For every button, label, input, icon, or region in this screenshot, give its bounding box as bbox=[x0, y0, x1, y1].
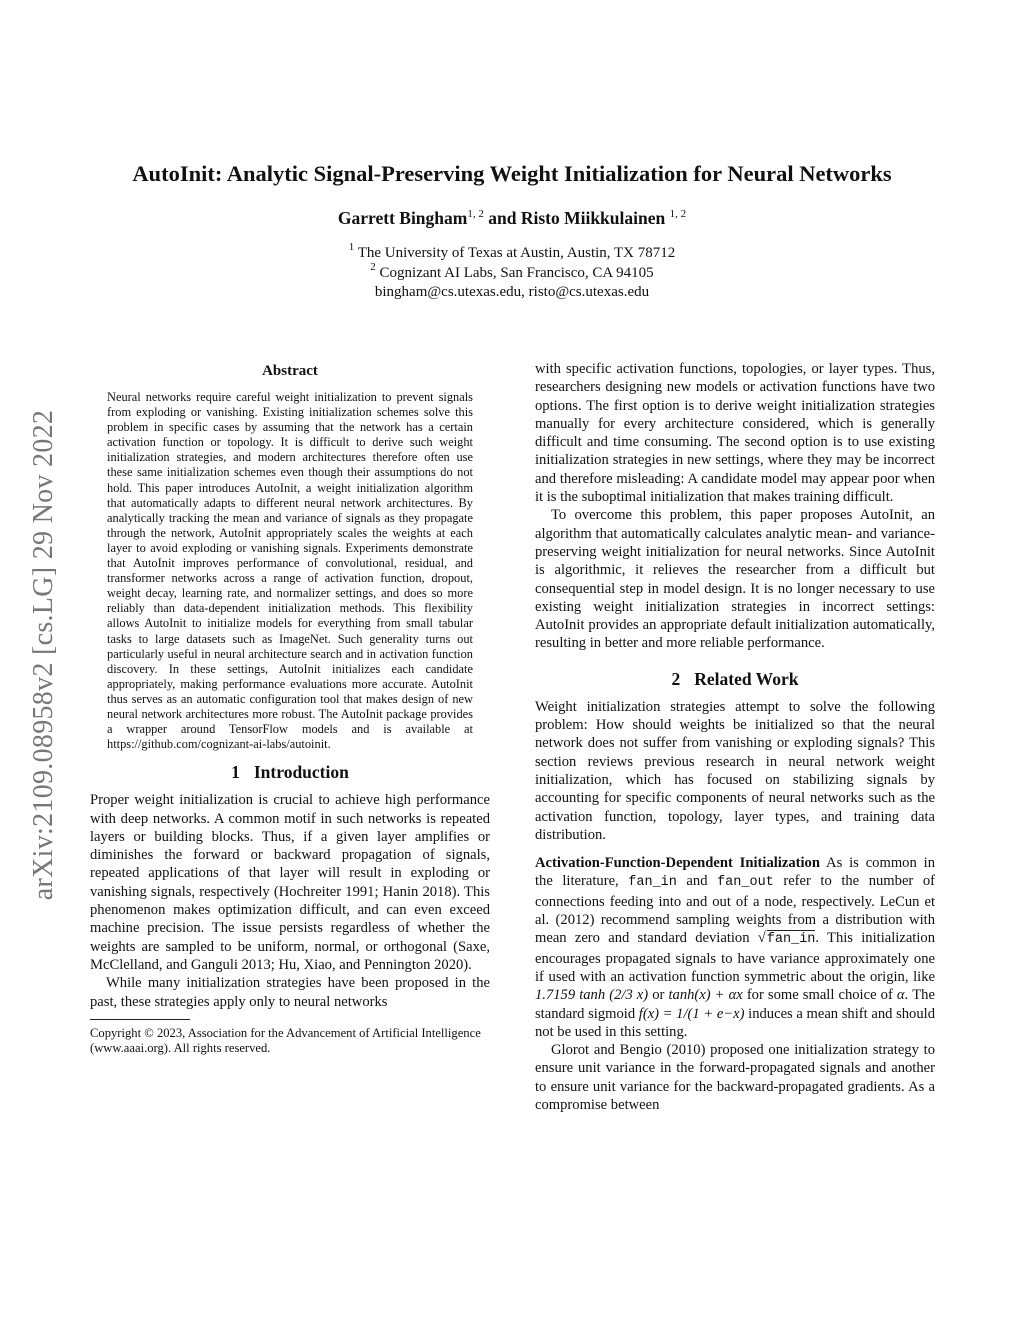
right-column bbox=[535, 360, 935, 1114]
abstract-heading: Abstract bbox=[262, 363, 318, 379]
section-number: 1 bbox=[231, 762, 240, 783]
text-run: or bbox=[648, 987, 669, 1004]
equation-tanh-alpha: tanh(x) + αx bbox=[668, 987, 743, 1004]
left-column bbox=[90, 360, 490, 1057]
author-1: Garrett Bingham bbox=[337, 208, 468, 228]
affiliation-2-text: Cognizant AI Labs, San Francisco, CA 94105 bbox=[375, 264, 654, 281]
run-in-heading: Activation-Function-Dependent Initialization bbox=[535, 855, 820, 872]
author-line bbox=[0, 208, 1024, 229]
text-run: . This initialization encourages propagated signals to have variance approximately one if used with an activation function symmetric about the origin, like bbox=[535, 930, 935, 985]
intro-paragraph-2: While many initialization strategies have been proposed in the past, these strategies apply only to neural networks bbox=[90, 975, 490, 1010]
section-title: Introduction bbox=[253, 762, 349, 783]
arxiv-sidebar bbox=[24, 365, 64, 945]
text-run: for some small choice of bbox=[742, 987, 897, 1004]
continued-paragraph: with specific activation functions, topologies, or layer types. Thus, researchers designing new models or activation functions have two options. The first option is to derive weight initialization strategies manually for every architecture considered, which is generally difficult and time consuming. The second option is to use existing initialization strategies in new settings, where they may be incorrect and therefore misleading: A candidate model may appear poor when it is the suboptimal initialization that makes training difficult. bbox=[535, 361, 935, 506]
text-run: refer to the number of connections feeding into and out of a node, respectively. LeCun et al. (2012) recommend sampling weights from a distribution with mean zero and standard deviation bbox=[535, 873, 935, 947]
section-heading-related-work bbox=[535, 669, 935, 690]
glorot-paragraph: Glorot and Bengio (2010) proposed one initialization strategy to ensure unit variance in the forward-propagated signals and another to ensure unit variance for the backward-propagated gradients. As a compromise between bbox=[535, 1042, 935, 1113]
affiliations bbox=[0, 241, 1024, 303]
footnote-rule bbox=[90, 1019, 190, 1020]
sqrt-fan-in: fan_in bbox=[767, 930, 816, 949]
section-number: 2 bbox=[671, 668, 681, 689]
text-run: induces a mean shift and should not be used in this setting. bbox=[535, 1005, 935, 1040]
related-paragraph-afd bbox=[535, 854, 935, 1041]
equation-tanh: 1.7159 tanh (2/3 x) bbox=[535, 987, 649, 1004]
text-run: As is common in the literature, bbox=[535, 855, 935, 890]
affiliation-2-sup: 2 bbox=[370, 260, 376, 273]
overcome-paragraph: To overcome this problem, this paper proposes AutoInit, an algorithm that automatically calculates analytic mean- and variance-preserving weight initialization for neural networks. Since AutoInit is algorithmic, it relieves the researcher from a difficult but consequential step in model design. It is no longer necessary to use existing weight initialization strategies in incorrect settings: AutoInit provides an appropriate default initialization automatically, resulting in better and more reliable performance. bbox=[535, 507, 935, 652]
affiliation-2 bbox=[0, 260, 1024, 284]
equation-sigmoid: f(x) = 1/(1 + e−x) bbox=[638, 1005, 745, 1022]
abstract-text: Neural networks require careful weight initialization to prevent signals from exploding or vanishing. Existing initialization schemes solve this problem in specific cases by assuming that the network has a certain activation function or topology. It is difficult to derive such weight initialization strategies, and modern architectures therefore often use these same initialization schemes even though their assumptions do not hold. This paper introduces AutoInit, a weight initialization algorithm that automatically adapts to different neural network architectures. By analytically tracking the mean and variance of signals as they propagate through the network, AutoInit appropriately scales the weights at each layer to avoid exploding or vanishing signals. Experiments demonstrate that AutoInit improves performance of convolutional, residual, and transformer networks across a range of activation function, dropout, weight decay, learning rate, and normalizer settings, and does so more reliably than data-dependent initialization methods. This flexibility allows AutoInit to initialize models for everything from small tabular tasks to large datasets such as ImageNet. Such generality turns out particularly useful in neural architecture search and in activation function discovery. In these settings, AutoInit initializes each candidate appropriately, making performance evaluations more accurate. AutoInit thus serves as an automatic configuration tool that makes design of new neural network architectures more robust. The AutoInit package provides a wrapper around TensorFlow models and is available at https://github.com/cognizant-ai-labs/autoinit. bbox=[107, 390, 473, 752]
section-title: Related Work bbox=[694, 668, 799, 689]
sqrt-symbol: √ bbox=[757, 930, 766, 947]
author-2-affil: 1, 2 bbox=[669, 208, 687, 220]
related-paragraph-1: Weight initialization strategies attempt to solve the following problem: How should weights be initialized so that the neural network does not suffer from vanishing or exploding signals? This section reviews previous research in neural network weight initialization, which has focused on stabilizing signals by accounting for specific components of neural networks such as the activation function, topology, layer types, and training data distribution. bbox=[535, 698, 935, 843]
author-1-affil: 1, 2 bbox=[467, 208, 484, 220]
affiliation-1-text: The University of Texas at Austin, Austin, TX 78712 bbox=[354, 245, 676, 261]
intro-paragraph-1: Proper weight initialization is crucial to achieve high performance with deep networks. A common motif in such networks is repeated layers or building blocks. Thus, if a given layer amplifies or diminishes the forward or backward propagation of signals, repeated applications of that layer will result in exploding or vanishing signals, respectively (Hochreiter 1991; Hanin 2018). This phenomenon makes optimization difficult, and can even exceed machine precision. The issue persists regardless of whether the weights are sampled to be uniform, normal, or orthogonal (Saxe, McClelland, and Ganguli 2013; Hu, Xiao, and Pennington 2020). bbox=[90, 792, 490, 973]
author-emails: bingham@cs.utexas.edu, risto@cs.utexas.edu bbox=[374, 284, 650, 300]
affiliation-1 bbox=[0, 241, 1024, 264]
alpha-symbol: α bbox=[896, 987, 905, 1004]
affiliation-1-sup: 1 bbox=[348, 241, 355, 253]
text-run: . The standard sigmoid bbox=[535, 987, 935, 1022]
text-run: and bbox=[676, 873, 718, 890]
section-heading-introduction bbox=[90, 762, 490, 783]
arxiv-stamp: arXiv:2109.08958v2 [cs.LG] 29 Nov 2022 bbox=[28, 409, 59, 901]
copyright-footnote: Copyright © 2023, Association for the Advancement of Artificial Intelligence (www.aaai.org). All rights reserved. bbox=[90, 1025, 481, 1056]
paper-title: AutoInit: Analytic Signal-Preserving Weight Initialization for Neural Networks bbox=[132, 161, 892, 186]
fan-out-term: fan_out bbox=[717, 875, 774, 891]
fan-in-term: fan_in bbox=[628, 875, 677, 891]
author-conj: and Risto Miikkulainen bbox=[483, 208, 670, 228]
